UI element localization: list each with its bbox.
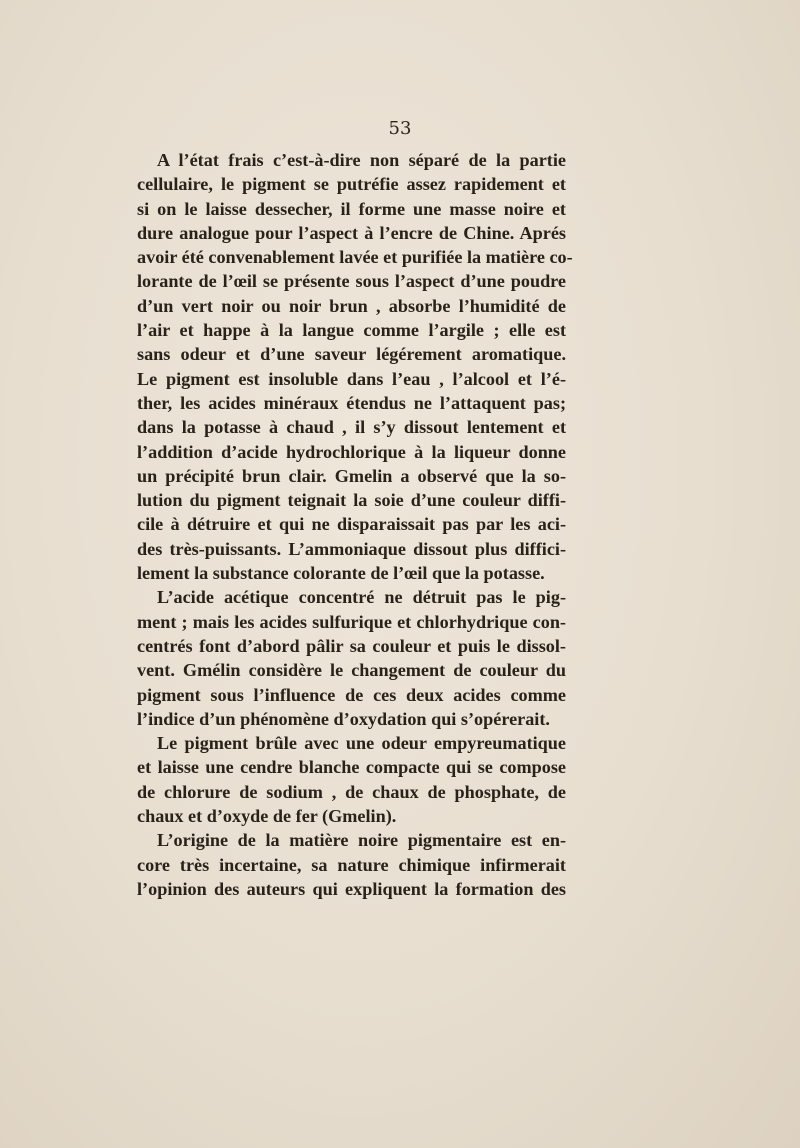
text-line: de chlorure de sodium , de chaux de phosphate, de: [137, 781, 566, 802]
text-line: l’addition d’acide hydrochlorique à la liqueur donne: [137, 441, 566, 462]
text-line: L’acide acétique concentré ne détruit pas le pig-: [157, 587, 566, 608]
text-line: Le pigment est insoluble dans l’eau , l’alcool et l’é-: [137, 368, 566, 389]
text-line: dure analogue pour l’aspect à l’encre de Chine. Aprés: [137, 222, 566, 243]
text-line: ther, les acides minéraux étendus ne l’attaquent pas;: [137, 392, 566, 413]
text-line: si on le laisse dessecher, il forme une masse noire et: [137, 198, 566, 219]
text-line: chaux et d’oxyde de fer (Gmelin).: [137, 806, 397, 827]
text-line: centrés font d’abord pâlir sa couleur et puis le dissol-: [137, 635, 566, 656]
text-line: ment ; mais les acides sulfurique et chlorhydrique con-: [137, 611, 566, 632]
text-line: l’opinion des auteurs qui expliquent la formation des: [137, 878, 566, 899]
text-line: des très-puissants. L’ammoniaque dissout plus diffici-: [137, 538, 566, 559]
text-line: L’origine de la matière noire pigmentaire est en-: [157, 830, 566, 851]
text-line: l’air et happe à la langue comme l’argile ; elle est: [137, 320, 566, 341]
body-text: [137, 148, 573, 901]
text-line: lution du pigment teignait la soie d’une couleur diffi-: [137, 490, 566, 511]
text-line: core très incertaine, sa nature chimique infirmerait: [137, 854, 566, 875]
text-line: d’un vert noir ou noir brun , absorbe l’humidité de: [137, 295, 566, 316]
text-line: l’indice d’un phénomène d’oxydation qui s’opérerait.: [137, 708, 550, 729]
text-line: dans la potasse à chaud , il s’y dissout lentement et: [137, 417, 566, 438]
text-line: lement la substance colorante de l’œil que la potasse.: [137, 563, 545, 584]
text-line: sans odeur et d’une saveur légérement aromatique.: [137, 344, 566, 365]
text-line: A l’état frais c’est-à-dire non séparé de la partie: [157, 150, 566, 170]
text-line: avoir été convenablement lavée et purifiée la matière co-: [137, 247, 573, 268]
text-line: lorante de l’œil se présente sous l’aspect d’une poudre: [137, 271, 566, 292]
text-line: un précipité brun clair. Gmelin a observé que la so-: [137, 465, 566, 486]
text-line: vent. Gmélin considère le changement de couleur du: [137, 660, 566, 681]
text-line: cellulaire, le pigment se putréfie assez rapidement et: [137, 174, 566, 195]
text-line: et laisse une cendre blanche compacte qui se compose: [137, 757, 566, 778]
page-number: 53: [388, 118, 412, 139]
text-line: cile à détruire et qui ne disparaissait pas par les aci-: [137, 514, 566, 535]
text-line: Le pigment brûle avec une odeur empyreumatique: [157, 733, 566, 754]
text-line: pigment sous l’influence de ces deux acides comme: [137, 684, 566, 705]
